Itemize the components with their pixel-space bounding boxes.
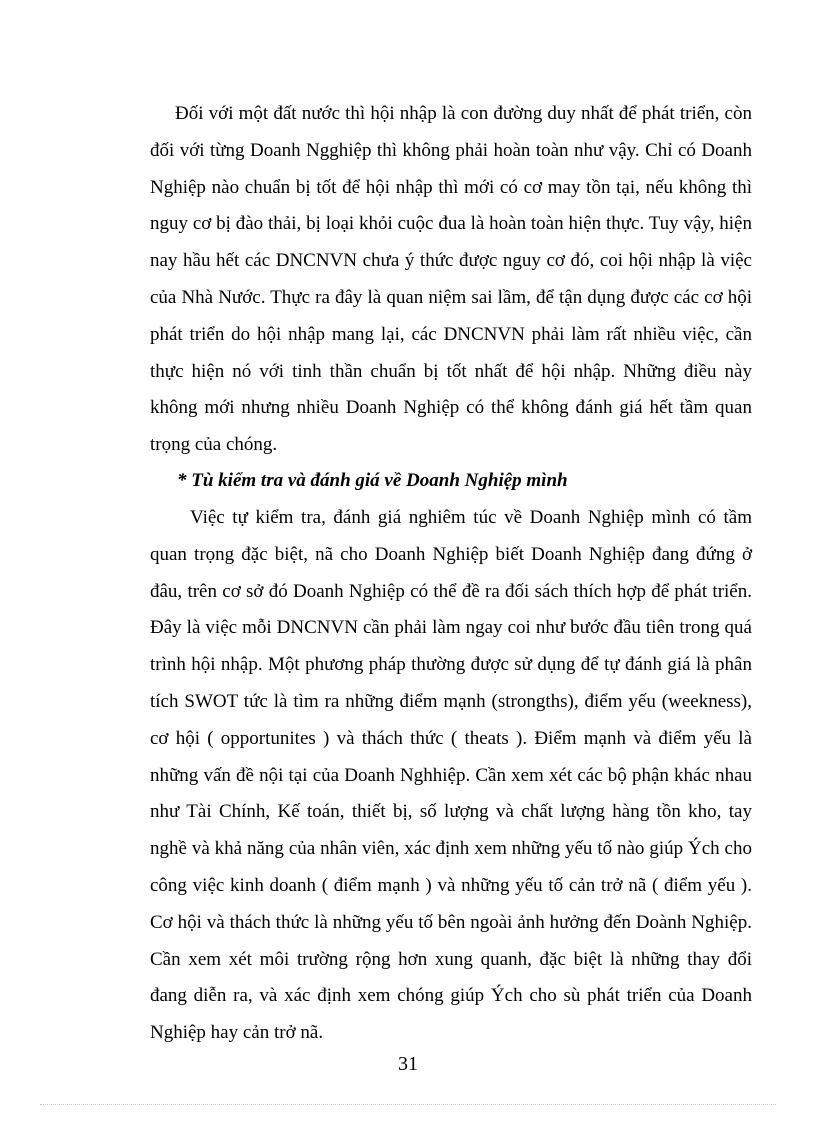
page-number: 31 [398,1053,418,1075]
bottom-divider [40,1104,776,1105]
body-paragraph-swot: Việc tự kiểm tra, đánh giá nghiêm túc về Doanh Nghiệp mình có tầm quan trọng đặc biệt, nã cho Doanh Nghiệp biết Doanh Nghiệp đang đứng ở đâu, trên cơ sở đó Doanh Nghiệp có thể đề ra đối sách thích hợp để phát triển. Đây là việc mỗi DNCNVN cần phải làm ngay coi như bước đầu tiên trong quá trình hội nhập. Một phương pháp thường được sử dụng để tự đánh giá là phân tích SWOT tức là tìm ra những điểm mạnh (strongths), điểm yếu (weekness), cơ hội ( opportunites ) và thách thức ( theats ). Điểm mạnh và điểm yếu là những vấn đề nội tại của Doanh Nghhiệp. Cần xem xét các bộ phận khác nhau như Tài Chính, Kế toán, thiết bị, số lượng và chất lượng hàng tồn kho, tay nghề và khả năng của nhân viên, xác định xem những yếu tố nào giúp Ých cho công việc kinh doanh ( điểm mạnh ) và những yếu tố cản trở nã ( điểm yếu ). Cơ hội và thách thức là những yếu tố bên ngoài ảnh hưởng đến Doành Nghiệp. Cần xem xét môi trường rộng hơn xung quanh, đặc biệt là những thay đổi đang diễn ra, và xác định xem chóng giúp Ých cho sù phát triển của Doanh Nghiệp hay cản trở nã. [150,507,752,1044]
section-heading-self-assessment: * Tù kiểm tra và đánh giá về Doanh Nghiệp mình [177,470,568,491]
body-paragraph-integration: Đối với một đất nước thì hội nhập là con đường duy nhất để phát triển, còn đối với từng Doanh Ngghiệp thì không phải hoàn toàn như vậy. Chỉ có Doanh Nghiệp nào chuẩn bị tốt để hội nhập thì mới có cơ may tồn tại, nếu không thì nguy cơ bị đào thải, bị loại khỏi cuộc đua là hoàn toàn hiện thực. Tuy vậy, hiện nay hầu hết các DNCNVN chưa ý thức được nguy cơ đó, coi hội nhập là việc của Nhà Nước. Thực ra đây là quan niệm sai lầm, để tận dụng được các cơ hội phát triển do hội nhập mang lại, các DNCNVN phải làm rất nhiều việc, cần thực hiện nó với tinh thần chuẩn bị tốt nhất để hội nhập. Những điều này không mới nhưng nhiều Doanh Nghiệp có thể không đánh giá hết tầm quan trọng của chóng. [150,103,752,456]
